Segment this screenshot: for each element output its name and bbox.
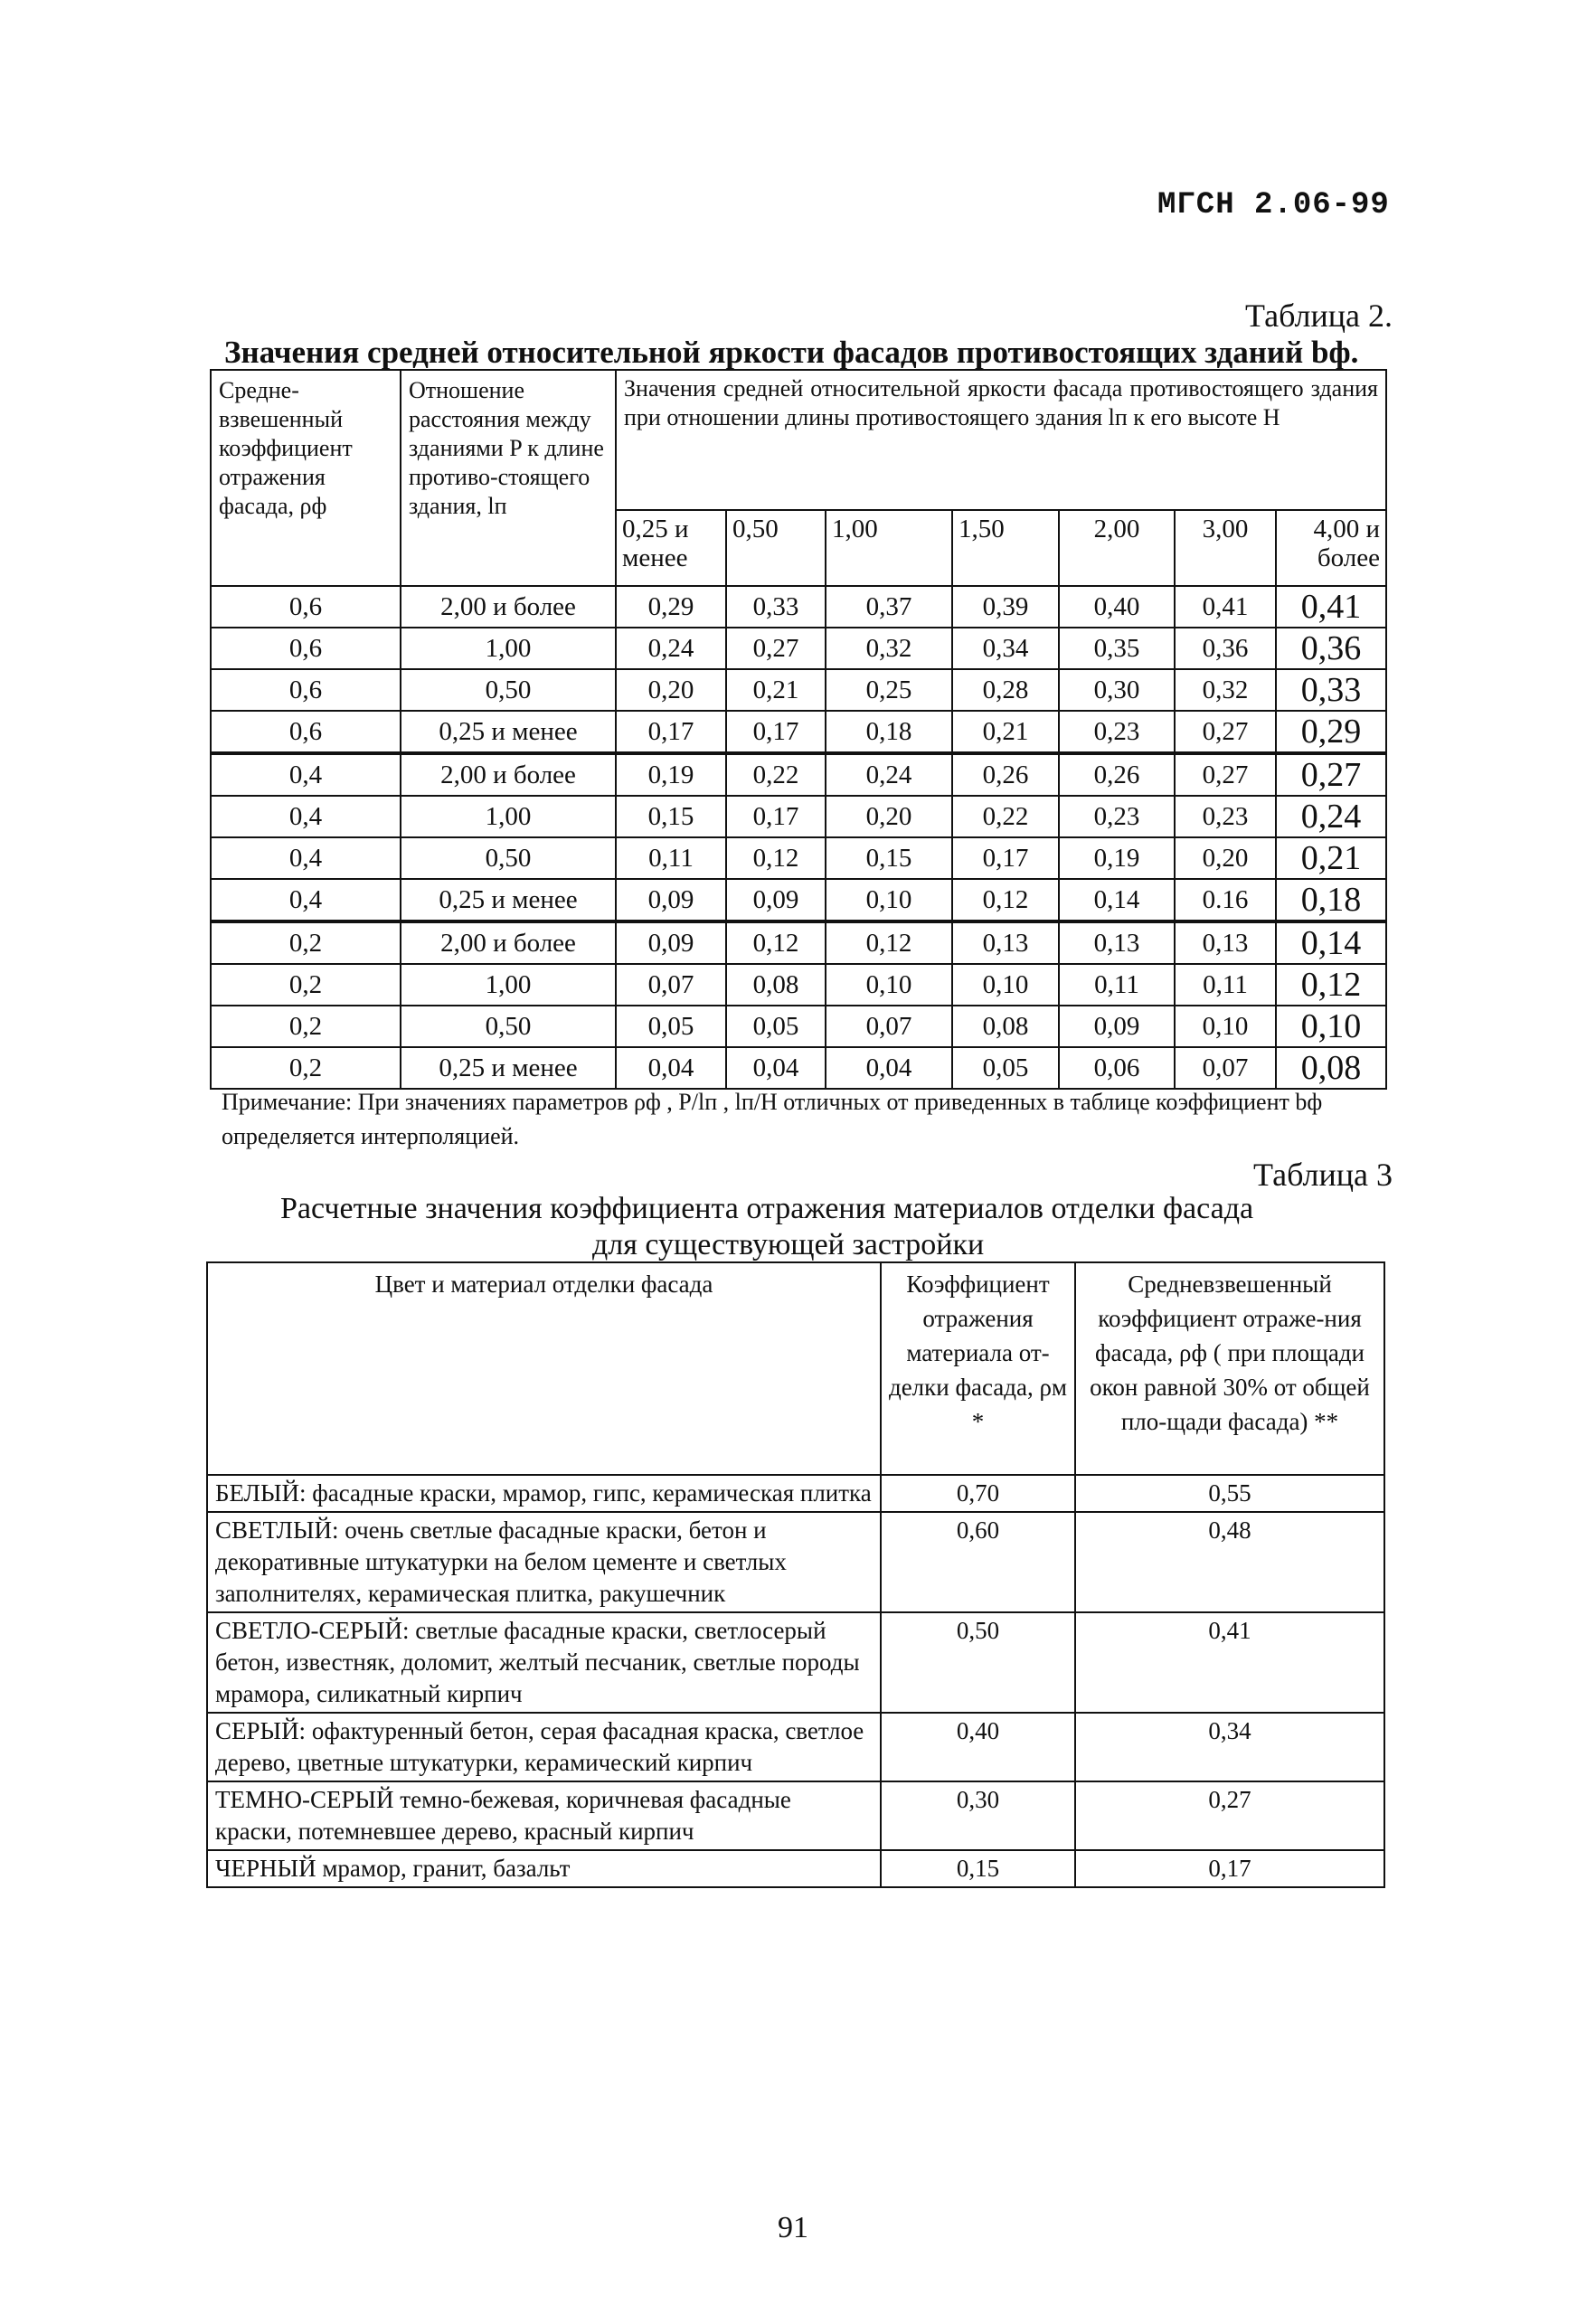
brightness-value-cell: 0,19: [1059, 837, 1175, 879]
table2-row: [211, 921, 1386, 964]
material-cell: ТЕМНО-СЕРЫЙ темно-бежевая, коричневая фасадные краски, потемневшее дерево, красный кирпич: [207, 1781, 881, 1850]
brightness-value-cell: 0,41: [1276, 586, 1386, 628]
brightness-value-cell: 0,10: [1276, 1006, 1386, 1047]
rho-cell: 0,4: [211, 879, 401, 921]
brightness-value-cell: 0,12: [826, 921, 952, 964]
table2-row: [211, 1006, 1386, 1047]
brightness-value-cell: 0,09: [616, 879, 726, 921]
brightness-value-cell: 0,05: [616, 1006, 726, 1047]
brightness-value-cell: 0,10: [952, 964, 1059, 1006]
brightness-value-cell: 0.16: [1175, 879, 1276, 921]
material-cell: БЕЛЫЙ: фасадные краски, мрамор, гипс, керамическая плитка: [207, 1475, 881, 1512]
avg-coef-cell: 0,55: [1075, 1475, 1384, 1512]
table3-title-line2: для существующей застройки: [592, 1228, 985, 1261]
table3-col1-header: Цвет и материал отделки фасада: [207, 1262, 881, 1475]
table3-row: [207, 1850, 1384, 1887]
rho-cell: 0,2: [211, 921, 401, 964]
table3-col3-header: Средневзвешенный коэффициент отраже-ния фасада, ρф ( при площади окон равной 30% от общей пло-щади фасада) **: [1075, 1262, 1384, 1475]
brightness-value-cell: 0,17: [726, 796, 826, 837]
table2-ratio-header: 2,00: [1059, 510, 1175, 586]
brightness-value-cell: 0,41: [1175, 586, 1276, 628]
table2-col1-header: Средне-взвешенный коэффициент отражения фасада, ρф: [211, 370, 401, 586]
brightness-value-cell: 0,20: [1175, 837, 1276, 879]
brightness-value-cell: 0,36: [1175, 628, 1276, 669]
brightness-value-cell: 0,27: [1175, 711, 1276, 753]
table3-row: [207, 1475, 1384, 1512]
brightness-value-cell: 0,05: [952, 1047, 1059, 1089]
brightness-value-cell: 0,21: [952, 711, 1059, 753]
brightness-value-cell: 0,34: [952, 628, 1059, 669]
brightness-value-cell: 0,22: [726, 753, 826, 796]
brightness-value-cell: 0,06: [1059, 1047, 1175, 1089]
brightness-value-cell: 0,26: [952, 753, 1059, 796]
brightness-value-cell: 0,29: [616, 586, 726, 628]
reflection-coef-cell: 0,60: [881, 1512, 1075, 1612]
brightness-value-cell: 0,18: [826, 711, 952, 753]
distance-ratio-cell: 2,00 и более: [401, 586, 616, 628]
brightness-value-cell: 0,23: [1175, 796, 1276, 837]
brightness-value-cell: 0,08: [1276, 1047, 1386, 1089]
brightness-value-cell: 0,27: [726, 628, 826, 669]
table3-body: [207, 1475, 1384, 1887]
brightness-value-cell: 0,11: [1059, 964, 1175, 1006]
brightness-value-cell: 0,24: [616, 628, 726, 669]
brightness-value-cell: 0,26: [1059, 753, 1175, 796]
brightness-value-cell: 0,08: [952, 1006, 1059, 1047]
brightness-value-cell: 0,10: [826, 964, 952, 1006]
brightness-value-cell: 0,12: [726, 837, 826, 879]
table2-row: [211, 796, 1386, 837]
brightness-value-cell: 0,09: [726, 879, 826, 921]
reflection-coef-cell: 0,50: [881, 1612, 1075, 1713]
brightness-value-cell: 0,15: [616, 796, 726, 837]
brightness-value-cell: 0,30: [1059, 669, 1175, 711]
table2-ratio-header: 0,50: [726, 510, 826, 586]
brightness-value-cell: 0,21: [726, 669, 826, 711]
table3-row: [207, 1713, 1384, 1781]
brightness-value-cell: 0,36: [1276, 628, 1386, 669]
avg-coef-cell: 0,27: [1075, 1781, 1384, 1850]
brightness-value-cell: 0,32: [1175, 669, 1276, 711]
table3-title-line1: Расчетные значения коэффициента отражения материалов отделки фасада: [280, 1192, 1254, 1225]
brightness-value-cell: 0,04: [826, 1047, 952, 1089]
table3-row: [207, 1512, 1384, 1612]
table3-number: Таблица 3: [1253, 1157, 1393, 1193]
brightness-value-cell: 0,23: [1059, 796, 1175, 837]
brightness-value-cell: 0,28: [952, 669, 1059, 711]
brightness-value-cell: 0,24: [1276, 796, 1386, 837]
reflection-coef-cell: 0,30: [881, 1781, 1075, 1850]
brightness-value-cell: 0,23: [1059, 711, 1175, 753]
avg-coef-cell: 0,34: [1075, 1713, 1384, 1781]
table3-row: [207, 1612, 1384, 1713]
table2-ratio-header: 1,00: [826, 510, 952, 586]
table2-ratio-header: 1,50: [952, 510, 1059, 586]
brightness-value-cell: 0,27: [1175, 753, 1276, 796]
brightness-value-cell: 0,17: [726, 711, 826, 753]
distance-ratio-cell: 0,50: [401, 669, 616, 711]
brightness-value-cell: 0,29: [1276, 711, 1386, 753]
table3-col2-header: Коэффициент отражения материала от-делки фасада, ρм *: [881, 1262, 1075, 1475]
brightness-value-cell: 0,09: [1059, 1006, 1175, 1047]
brightness-value-cell: 0,08: [726, 964, 826, 1006]
brightness-value-cell: 0,35: [1059, 628, 1175, 669]
distance-ratio-cell: 2,00 и более: [401, 921, 616, 964]
avg-coef-cell: 0,17: [1075, 1850, 1384, 1887]
distance-ratio-cell: 0,50: [401, 1006, 616, 1047]
table2-row: [211, 753, 1386, 796]
brightness-value-cell: 0,20: [826, 796, 952, 837]
material-cell: ЧЕРНЫЙ мрамор, гранит, базальт: [207, 1850, 881, 1887]
brightness-value-cell: 0,19: [616, 753, 726, 796]
table2-row: [211, 586, 1386, 628]
table2-ratio-header: 3,00: [1175, 510, 1276, 586]
table2-note: Примечание: При значениях параметров ρф , P/lп , lп/H отличных от приведенных в таблице коэффициент bф определяется интерполяцией.: [222, 1089, 1323, 1149]
table2-ratio-header: 0,25 и менее: [616, 510, 726, 586]
brightness-value-cell: 0,12: [952, 879, 1059, 921]
table2-col2-header: Отношение расстояния между зданиями P к длине противо-стоящего здания, lп: [401, 370, 616, 586]
document-code: МГСН 2.06-99: [1157, 188, 1390, 222]
brightness-value-cell: 0,13: [952, 921, 1059, 964]
brightness-value-cell: 0,27: [1276, 753, 1386, 796]
table2-group-header: Значения средней относительной яркости фасада противостоящего здания при отношении длины противостоящего здания lп к его высоте H: [616, 370, 1386, 510]
brightness-value-cell: 0,40: [1059, 586, 1175, 628]
table2-number: Таблица 2.: [1245, 298, 1393, 334]
brightness-value-cell: 0,05: [726, 1006, 826, 1047]
brightness-value-cell: 0,09: [616, 921, 726, 964]
table3: [206, 1261, 1385, 1888]
brightness-value-cell: 0,13: [1059, 921, 1175, 964]
brightness-value-cell: 0,33: [726, 586, 826, 628]
page-number: 91: [778, 2211, 808, 2244]
distance-ratio-cell: 0,25 и менее: [401, 711, 616, 753]
brightness-value-cell: 0,12: [726, 921, 826, 964]
rho-cell: 0,2: [211, 1006, 401, 1047]
rho-cell: 0,6: [211, 628, 401, 669]
material-cell: СВЕТЛЫЙ: очень светлые фасадные краски, бетон и декоративные штукатурки на белом цементе и светлых заполнителях, керамическая плитка, ракушечник: [207, 1512, 881, 1612]
brightness-value-cell: 0,22: [952, 796, 1059, 837]
brightness-value-cell: 0,21: [1276, 837, 1386, 879]
reflection-coef-cell: 0,70: [881, 1475, 1075, 1512]
brightness-value-cell: 0,11: [1175, 964, 1276, 1006]
distance-ratio-cell: 1,00: [401, 796, 616, 837]
rho-cell: 0,4: [211, 837, 401, 879]
brightness-value-cell: 0,10: [826, 879, 952, 921]
rho-cell: 0,6: [211, 711, 401, 753]
brightness-value-cell: 0,17: [952, 837, 1059, 879]
table2-title: Значения средней относительной яркости фасадов противостоящих зданий bф.: [224, 335, 1359, 370]
table2-row: [211, 837, 1386, 879]
reflection-coef-cell: 0,40: [881, 1713, 1075, 1781]
brightness-value-cell: 0,07: [616, 964, 726, 1006]
brightness-value-cell: 0,32: [826, 628, 952, 669]
rho-cell: 0,6: [211, 586, 401, 628]
distance-ratio-cell: 1,00: [401, 628, 616, 669]
brightness-value-cell: 0,11: [616, 837, 726, 879]
rho-cell: 0,2: [211, 964, 401, 1006]
table3-row: [207, 1781, 1384, 1850]
brightness-value-cell: 0,13: [1175, 921, 1276, 964]
brightness-value-cell: 0,10: [1175, 1006, 1276, 1047]
brightness-value-cell: 0,33: [1276, 669, 1386, 711]
table2-ratio-header: 4,00 и более: [1276, 510, 1386, 586]
table2-body: [211, 586, 1386, 1089]
distance-ratio-cell: 0,25 и менее: [401, 1047, 616, 1089]
brightness-value-cell: 0,17: [616, 711, 726, 753]
table2-row: [211, 964, 1386, 1006]
brightness-value-cell: 0,39: [952, 586, 1059, 628]
brightness-value-cell: 0,07: [1175, 1047, 1276, 1089]
rho-cell: 0,4: [211, 796, 401, 837]
brightness-value-cell: 0,14: [1276, 921, 1386, 964]
distance-ratio-cell: 0,50: [401, 837, 616, 879]
material-cell: СВЕТЛО-СЕРЫЙ: светлые фасадные краски, светлосерый бетон, известняк, доломит, желтый песчаник, светлые породы мрамора, силикатный кирпич: [207, 1612, 881, 1713]
material-cell: СЕРЫЙ: офактуренный бетон, серая фасадная краска, светлое дерево, цветные штукатурки, керамический кирпич: [207, 1713, 881, 1781]
avg-coef-cell: 0,48: [1075, 1512, 1384, 1612]
brightness-value-cell: 0,07: [826, 1006, 952, 1047]
brightness-value-cell: 0,37: [826, 586, 952, 628]
brightness-value-cell: 0,14: [1059, 879, 1175, 921]
reflection-coef-cell: 0,15: [881, 1850, 1075, 1887]
rho-cell: 0,2: [211, 1047, 401, 1089]
table2-row: [211, 711, 1386, 753]
rho-cell: 0,4: [211, 753, 401, 796]
brightness-value-cell: 0,24: [826, 753, 952, 796]
table2-row: [211, 628, 1386, 669]
distance-ratio-cell: 0,25 и менее: [401, 879, 616, 921]
table2-row: [211, 879, 1386, 921]
avg-coef-cell: 0,41: [1075, 1612, 1384, 1713]
brightness-value-cell: 0,15: [826, 837, 952, 879]
brightness-value-cell: 0,20: [616, 669, 726, 711]
brightness-value-cell: 0,25: [826, 669, 952, 711]
brightness-value-cell: 0,18: [1276, 879, 1386, 921]
table2-row: [211, 1047, 1386, 1089]
brightness-value-cell: 0,04: [616, 1047, 726, 1089]
distance-ratio-cell: 2,00 и более: [401, 753, 616, 796]
brightness-value-cell: 0,04: [726, 1047, 826, 1089]
rho-cell: 0,6: [211, 669, 401, 711]
brightness-value-cell: 0,12: [1276, 964, 1386, 1006]
table2: [210, 369, 1387, 1090]
distance-ratio-cell: 1,00: [401, 964, 616, 1006]
table2-row: [211, 669, 1386, 711]
